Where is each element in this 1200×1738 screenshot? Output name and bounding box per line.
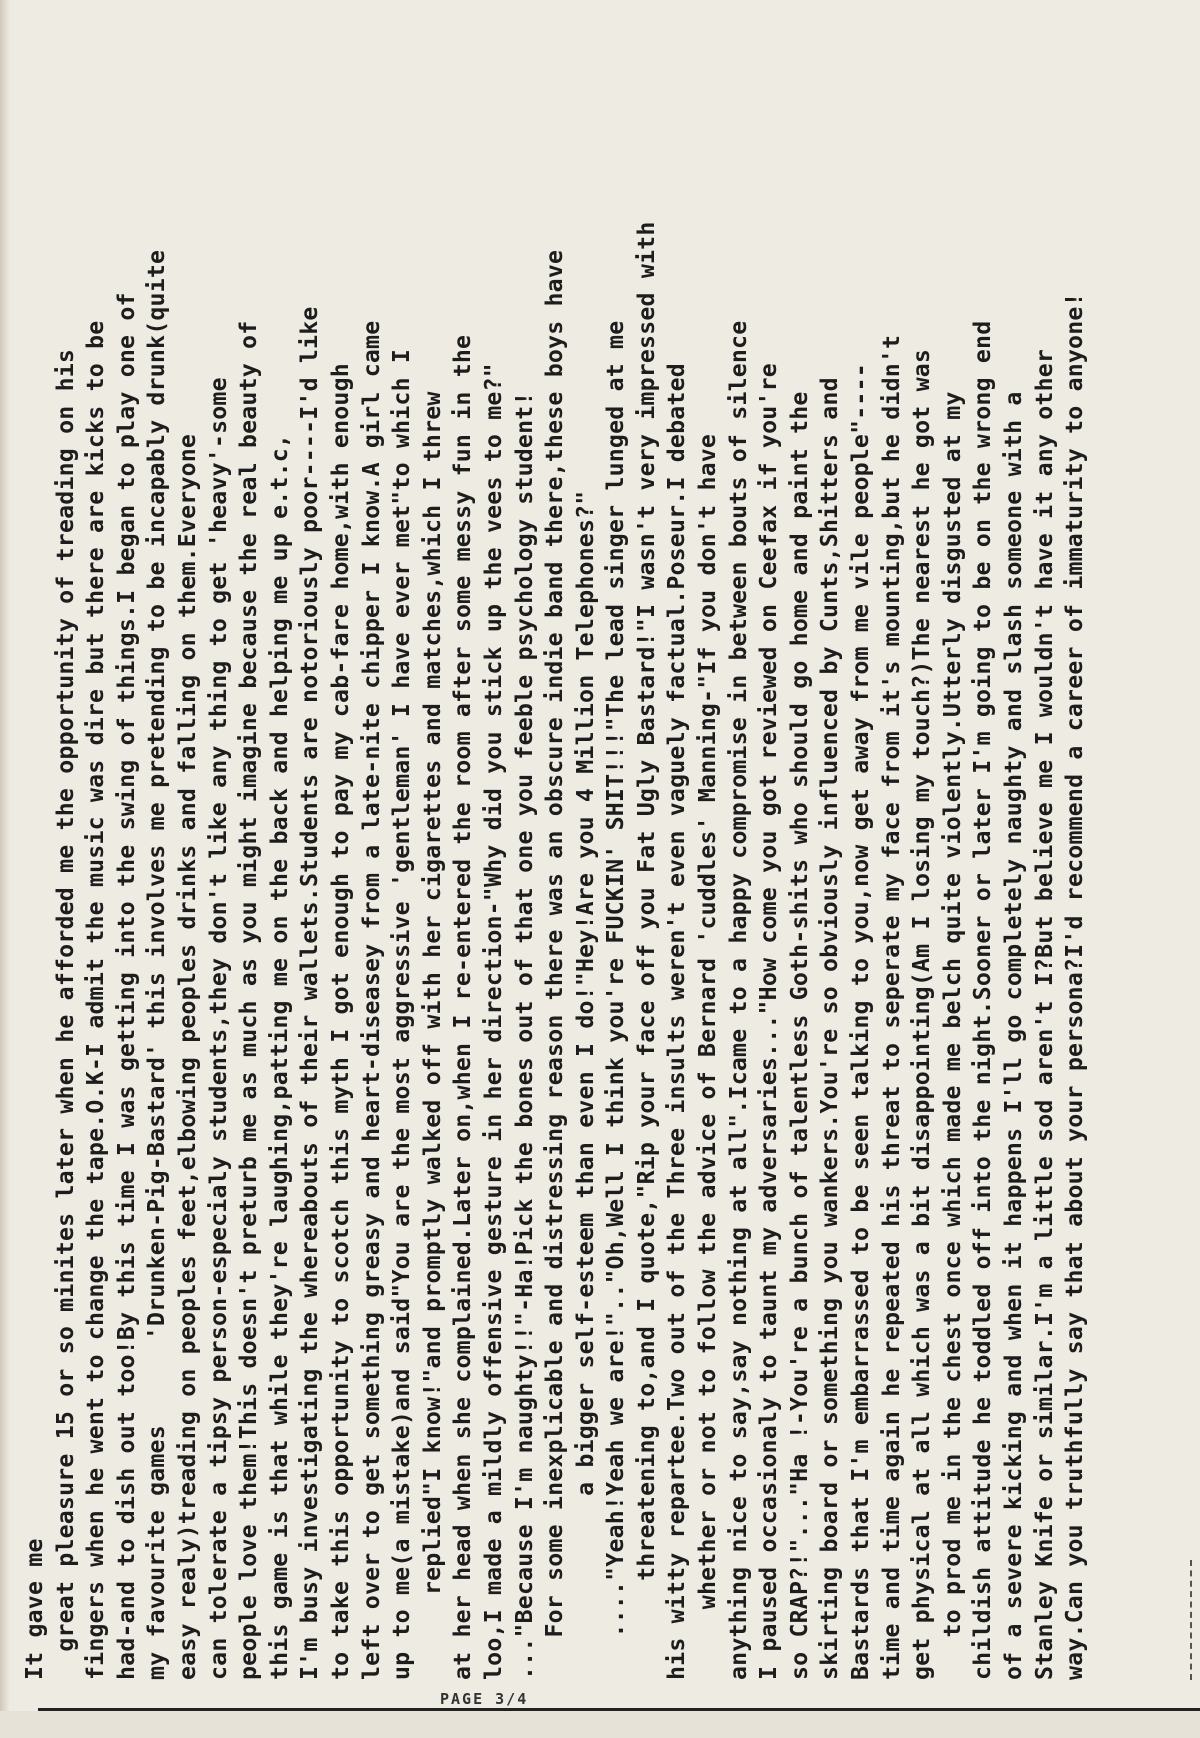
text-line: ..."Because I'm naughty!!"-Ha!Pick the bones out of that one you feeble psychology student! (510, 391, 538, 1680)
text-line: a bigger self-esteem than even I do!"Hey!Are you 4 Million Telephones?" (571, 490, 599, 1680)
text-line: of a severe kicking and when it happens I'll go completely naughty and slash someone with a (1000, 391, 1027, 1680)
text-line: loo,I made a mildly offensive gesture in her direction-"Why did you stick up the vees to me?" (479, 363, 507, 1680)
paper-edge (0, 0, 10, 1738)
text-line: up to me(a mistake)and said"You are the most aggressive 'gentleman' I have ever met"to which I (388, 348, 416, 1680)
text-line: I paused occasionaly to taunt my adversaries..."How come you got reviewed on Ceefax if you're (755, 363, 783, 1680)
text-line: so CRAP?!"..."Ha !-You're a bunch of talentless Goth-shits who should go home and paint the (785, 391, 813, 1680)
text-line: whether or not to follow the advice of Bernard 'cuddles' Manning-"If you don't have (694, 433, 722, 1680)
text-line: people love them!This doesn't preturb me as much as you might imagine because the real beauty of (235, 320, 263, 1680)
text-line: my favourite games 'Drunken-Pig-Bastard' this involves me pretending to be incapably drunk(quite (143, 249, 171, 1680)
text-line: to prod me in the chest once which made me belch quite violently.Utterly disgusted at my (938, 391, 966, 1680)
text-line: skirting board or something you wankers.You're so obviously influenced by Cunts,Shitters and (816, 377, 844, 1680)
text-line: For some inexplicable and distressing reason there was an obscure indie band there,these boys have (541, 249, 569, 1680)
bottom-strip (0, 1711, 1200, 1738)
text-line: at her head when she complained.Later on,when I re-entered the room after some messy fun in the (449, 334, 477, 1680)
text-line: replied"I know!"and promptly walked off with her cigarettes and matches,which I threw (418, 391, 446, 1680)
text-line: this game is that while they're laughing,patting me on the back and helping me up e.t.c, (265, 433, 293, 1680)
text-line: threatening to,and I quote,"Rip your face off you Fat Ugly Bastard!"I wasn't very impressed with (632, 221, 660, 1680)
text-line: get physical at all which was a bit disappointing(Am I losing my touch?)The nearest he got was (908, 348, 936, 1680)
text-line: It gave me (21, 1538, 48, 1680)
text-line: childish attitude he toddled off into the night.Sooner or later I'm going to be on the wrong end (969, 320, 997, 1680)
text-line: left over to get something greasy and heart-diseasey from a late-nite chipper I know.A girl came (357, 320, 385, 1680)
page-number-stamp: PAGE 3/4 (440, 1690, 529, 1708)
text-line: fingers when he went to change the tape.O.K-I admit the music was dire but there are kicks to be (82, 320, 110, 1680)
margin-cut-mark (1187, 1560, 1192, 1680)
text-line: Bastards that I'm embarrassed to be seen talking to you,now get away from me vile people"---- (847, 363, 875, 1680)
text-line: ...."Yeah!Yeah we are!".."Oh,Well I think you're FUCKIN' SHIT!!!"The lead singer lunged at me (602, 320, 630, 1680)
text-line: can tolerate a tipsy person-especialy students,they don't like any thing to get 'heavy'-some (204, 377, 232, 1680)
text-line: had-and to dish out too!By this time I was getting into the swing of things.I began to play one of (112, 292, 140, 1680)
text-line: great pleasure 15 or so minites later when he afforded me the opportunity of treading on his (51, 348, 79, 1680)
text-line: anything nice to say,say nothing at all".Icame to a happy compromise in between bouts of silence (724, 320, 752, 1680)
text-line: way.Can you truthfully say that about your persona?I'd recommend a career of immaturity to anyone! (1061, 292, 1089, 1680)
text-line: Stanley Knife or similar.I'm a little sod aren't I?But believe me I wouldn't have it any other (1030, 348, 1058, 1680)
text-line: easy realy)treading on peoples feet,elbowing peoples drinks and falling on them.Everyone (173, 433, 201, 1680)
text-line: time and time again he repeated his threat to seperate my face from it's mounting,but he didn't (877, 334, 905, 1680)
text-line: to take this opportunity to scotch this myth I got enough to pay my cab-fare home,with enough (326, 363, 354, 1680)
rotated-typed-text (20, 40, 1170, 1680)
text-line: his witty repartee.Two out of the Three insults weren't even vaguely factual.Poseur.I debated (663, 363, 691, 1680)
text-line: I'm busy investigating the whereabouts of their wallets.Students are notoriously poor----I'd like (296, 306, 324, 1680)
